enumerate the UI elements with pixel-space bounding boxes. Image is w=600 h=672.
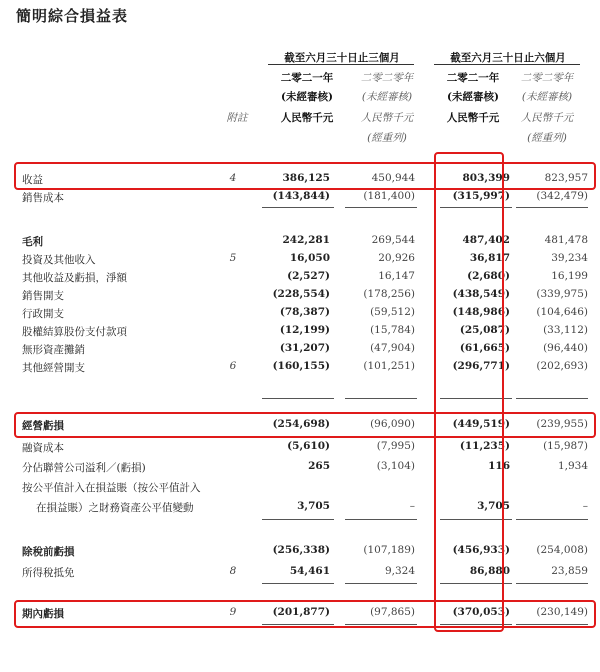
value-3m-2021: 242,281 [282,234,330,246]
value-6m-2020: (15,987) [543,440,588,452]
header-unaudited: (未經審核) [447,91,499,103]
value-3m-2021: (254,698) [272,418,330,430]
row-label: 分佔聯營公司溢利／(虧損) [22,462,146,474]
value-3m-2021: (228,554) [272,288,330,300]
value-3m-2020: 20,926 [378,252,415,264]
header-rule [268,64,414,65]
value-3m-2021: (5,610) [287,440,330,452]
value-3m-2020: (96,090) [370,418,415,430]
row-label: 除稅前虧損 [22,546,75,558]
row-note: 9 [229,606,237,618]
value-6m-2020: (104,646) [536,306,588,318]
subtotal-rule [262,207,334,208]
value-6m-2021: (456,933) [452,544,510,556]
value-3m-2020: 9,324 [384,565,415,577]
subtotal-rule [262,398,334,399]
subtotal-rule [345,583,417,584]
value-6m-2021: 487,402 [462,234,510,246]
value-3m-2021: (201,877) [272,606,330,618]
value-6m-2020: 481,478 [544,234,588,246]
table-row [0,288,600,306]
subtotal-rule [516,398,588,399]
value-6m-2020: (339,975) [536,288,588,300]
value-3m-2021: 265 [308,460,330,472]
table-row [0,544,600,562]
value-6m-2020: 23,859 [551,565,588,577]
row-note: 6 [229,360,237,372]
value-3m-2020: (7,995) [376,440,415,452]
row-label: 銷售成本 [22,192,64,204]
value-3m-2020: 16,147 [378,270,415,282]
row-label: 毛利 [22,236,43,248]
header-three-months: 截至六月三十日止三個月 [284,52,400,64]
header-year-2020: 二零二零年 [520,72,574,84]
value-6m-2021: 86,880 [469,565,510,577]
header-restated: (經重列) [367,132,407,144]
table-row [0,234,600,252]
value-6m-2021: (11,235) [459,440,510,452]
header-unaudited: (未經審核) [361,91,413,103]
row-label: 其他收益及虧損，淨額 [22,272,127,284]
value-6m-2021: (2,680) [467,270,510,282]
subtotal-rule [516,519,588,520]
value-3m-2020: (97,865) [370,606,415,618]
header-currency: 人民幣千元 [280,112,334,124]
value-3m-2020: 269,544 [371,234,415,246]
value-3m-2020: (3,104) [376,460,415,472]
value-6m-2020: (239,955) [536,418,588,430]
value-6m-2020: 1,934 [557,460,588,472]
value-6m-2021: 803,399 [462,172,510,184]
header-year-2021: 二零二一年 [446,72,500,84]
table-row [0,324,600,342]
value-3m-2020: (101,251) [363,360,415,372]
value-6m-2021: (296,771) [452,360,510,372]
value-3m-2020: 450,944 [371,172,415,184]
header-currency: 人民幣千元 [520,112,574,124]
header-rule [434,64,580,65]
table-row [0,360,600,378]
value-3m-2021: (143,844) [272,190,330,202]
header-six-months: 截至六月三十日止六個月 [450,52,566,64]
header-currency: 人民幣千元 [360,112,414,124]
table-row [0,565,600,583]
table-row [0,190,600,208]
table-row [0,440,600,458]
table-row [0,500,600,518]
value-6m-2021: (449,519) [452,418,510,430]
value-3m-2021: 54,461 [289,565,330,577]
table-row [0,270,600,288]
value-3m-2021: 16,050 [289,252,330,264]
row-label: 融資成本 [22,442,64,454]
subtotal-rule [345,207,417,208]
value-3m-2021: (31,207) [279,342,330,354]
value-6m-2020: (254,008) [536,544,588,556]
value-3m-2020: (15,784) [370,324,415,336]
value-6m-2020: (342,479) [536,190,588,202]
row-note: 8 [229,565,237,577]
value-3m-2021: 3,705 [297,500,330,512]
value-6m-2021: (370,053) [452,606,510,618]
value-6m-2020: – [582,500,588,512]
value-3m-2021: (256,338) [272,544,330,556]
value-6m-2021: (61,665) [459,342,510,354]
value-6m-2020: (33,112) [543,324,588,336]
value-3m-2020: (181,400) [363,190,415,202]
row-label: 投資及其他收入 [22,254,96,266]
row-label: 其他經營開支 [22,362,85,374]
row-label: 在損益賬）之財務資產公平值變動 [36,502,194,514]
statement-title: 簡明綜合損益表 [16,7,129,25]
header-currency: 人民幣千元 [446,112,500,124]
value-6m-2021: 116 [488,460,510,472]
header-unaudited: (未經審核) [281,91,333,103]
subtotal-rule [516,207,588,208]
value-3m-2020: (47,904) [370,342,415,354]
row-label: 期內虧損 [22,608,64,620]
value-3m-2021: (12,199) [279,324,330,336]
table-row [0,306,600,324]
row-note: 5 [229,252,237,264]
row-label: 經營虧損 [22,420,64,432]
value-6m-2021: (148,986) [452,306,510,318]
table-row [0,342,600,360]
header-note: 附註 [226,112,248,124]
row-label: 股權結算股份支付款項 [22,326,127,338]
row-label: 按公平值計入在損益賬（按公平值計入 [22,482,201,494]
row-note: 4 [229,172,237,184]
value-6m-2021: (438,549) [452,288,510,300]
table-row [0,252,600,270]
row-label: 銷售開支 [22,290,64,302]
value-3m-2020: – [409,500,415,512]
header-year-2021: 二零二一年 [280,72,334,84]
header-year-2020: 二零二零年 [360,72,414,84]
highlight-box-period-loss [14,600,596,628]
row-label: 無形資產攤銷 [22,344,85,356]
subtotal-rule [262,583,334,584]
value-3m-2021: (160,155) [272,360,330,372]
subtotal-rule [345,398,417,399]
subtotal-rule [262,519,334,520]
value-3m-2021: 386,125 [282,172,330,184]
highlight-box-operating-loss [14,412,596,438]
subtotal-rule [516,583,588,584]
value-6m-2020: (230,149) [536,606,588,618]
value-3m-2021: (2,527) [287,270,330,282]
value-6m-2021: 3,705 [477,500,510,512]
highlight-box-six-month-column [434,152,504,632]
value-6m-2021: (315,997) [452,190,510,202]
value-3m-2020: (59,512) [370,306,415,318]
value-6m-2020: 16,199 [551,270,588,282]
highlight-box-revenue [14,162,596,190]
value-6m-2020: (96,440) [543,342,588,354]
table-row [0,480,600,498]
value-6m-2021: (25,087) [459,324,510,336]
header-restated: (經重列) [527,132,567,144]
table-row [0,460,600,478]
value-6m-2020: 39,234 [551,252,588,264]
value-6m-2020: (202,693) [536,360,588,372]
row-label: 收益 [22,174,43,186]
row-label: 所得稅抵免 [22,567,75,579]
value-3m-2020: (178,256) [363,288,415,300]
value-3m-2021: (78,387) [279,306,330,318]
value-3m-2020: (107,189) [363,544,415,556]
header-unaudited: (未經審核) [521,91,573,103]
value-6m-2021: 36,817 [469,252,510,264]
row-label: 行政開支 [22,308,64,320]
subtotal-rule [345,519,417,520]
value-6m-2020: 823,957 [544,172,588,184]
